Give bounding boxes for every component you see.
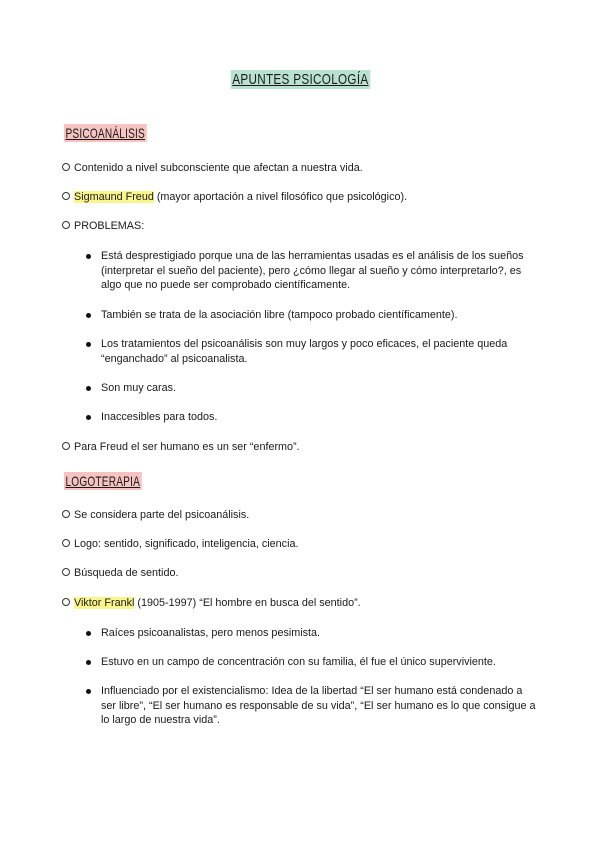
- bullet-item: Está desprestigiado porque una de las herramientas usadas es el análisis de los sueños (interpretar el sueño del paciente), pero ¿cómo llegar al sueño y cómo interpretarlo?, es algo que no puede ser comprobado científicamente.: [86, 249, 536, 293]
- circle-bullet-icon: [62, 442, 70, 450]
- bullet-dot-icon: [86, 660, 91, 665]
- list-item: Logo: sentido, significado, inteligencia, ciencia.: [62, 537, 298, 552]
- bullet-dot-icon: [86, 631, 91, 636]
- list-item: Para Freud el ser humano es un ser “enfermo”.: [62, 440, 300, 455]
- circle-bullet-icon: [62, 510, 70, 518]
- bullet-item: Raíces psicoanalistas, pero menos pesimista.: [86, 626, 536, 641]
- list-item: Sigmaund Freud (mayor aportación a nivel filosófico que psicológico).: [62, 190, 407, 205]
- document-title-wrap: [0, 70, 600, 89]
- highlighted-name: Sigmaund Freud: [74, 191, 154, 203]
- bullet-item: Son muy caras.: [86, 381, 536, 396]
- bullet-dot-icon: [86, 313, 91, 318]
- bullet-item: También se trata de la asociación libre (tampoco probado científicamente).: [86, 308, 536, 323]
- bullet-item: Estuvo en un campo de concentración con su familia, él fue el único superviviente.: [86, 655, 536, 670]
- circle-bullet-icon: [62, 192, 70, 200]
- document-title: APUNTES PSICOLOGÍA: [231, 71, 369, 88]
- circle-bullet-icon: [62, 568, 70, 576]
- circle-bullet-icon: [62, 598, 70, 606]
- circle-bullet-icon: [62, 539, 70, 547]
- list-item: Contenido a nivel subconsciente que afectan a nuestra vida.: [62, 161, 363, 176]
- bullet-item: Los tratamientos del psicoanálisis son muy largos y poco eficaces, el paciente queda “enganchado” al psicoanalista.: [86, 337, 536, 366]
- highlighted-name: Viktor Frankl: [74, 597, 135, 609]
- circle-bullet-icon: [62, 221, 70, 229]
- list-item: Búsqueda de sentido.: [62, 566, 178, 581]
- bullet-dot-icon: [86, 415, 91, 420]
- bullet-item: Influenciado por el existencialismo: Idea de la libertad “El ser humano está condenado a ser libre”, “El ser humano es responsable de su vida”, “El ser humano es lo que consigue a lo largo de nuestra vida”.: [86, 684, 536, 728]
- list-item: Se considera parte del psicoanálisis.: [62, 508, 249, 523]
- section-heading-logoterapia: LOGOTERAPIA: [65, 473, 141, 489]
- bullet-dot-icon: [86, 342, 91, 347]
- bullet-dot-icon: [86, 254, 91, 259]
- circle-bullet-icon: [62, 163, 70, 171]
- bullet-item: Inaccesibles para todos.: [86, 410, 536, 425]
- list-item: PROBLEMAS:: [62, 219, 144, 234]
- bullet-dot-icon: [86, 386, 91, 391]
- bullet-dot-icon: [86, 689, 91, 694]
- section-heading-psicoanalisis: PSICOANÁLISIS: [65, 125, 145, 141]
- list-item: Viktor Frankl (1905-1997) “El hombre en busca del sentido”.: [62, 596, 361, 611]
